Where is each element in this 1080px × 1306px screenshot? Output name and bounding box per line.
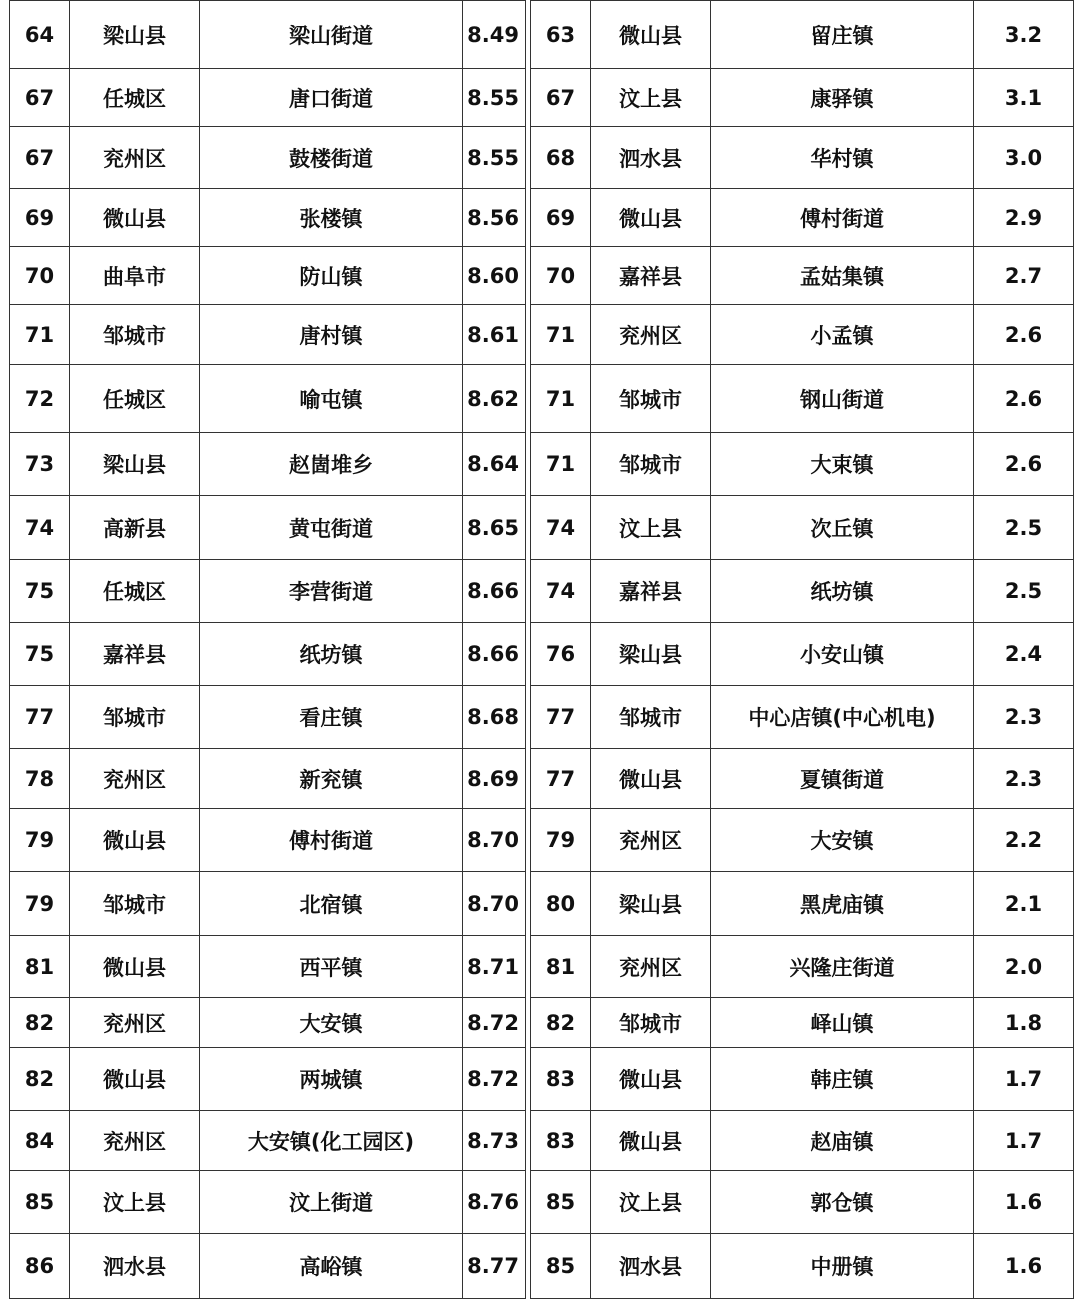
town-cell: 汶上街道 [200, 1171, 463, 1234]
rank-cell: 70 [531, 247, 591, 305]
town-cell: 看庄镇 [200, 686, 463, 749]
table-row [10, 1111, 526, 1171]
rank-cell: 68 [531, 127, 591, 189]
value-cell: 1.6 [974, 1171, 1074, 1234]
table-row [10, 936, 526, 998]
rank-cell: 71 [10, 305, 70, 365]
rank-cell: 71 [531, 305, 591, 365]
town-cell: 高峪镇 [200, 1234, 463, 1299]
county-cell: 邹城市 [70, 686, 200, 749]
county-cell: 汶上县 [591, 1171, 711, 1234]
town-cell: 中心店镇(中心机电) [711, 686, 974, 749]
county-cell: 兖州区 [70, 127, 200, 189]
town-cell: 次丘镇 [711, 496, 974, 560]
town-cell: 大安镇(化工园区) [200, 1111, 463, 1171]
rank-cell: 75 [10, 560, 70, 623]
county-cell: 嘉祥县 [70, 623, 200, 686]
county-cell: 梁山县 [70, 433, 200, 496]
value-cell: 8.70 [463, 809, 526, 872]
county-cell: 微山县 [70, 936, 200, 998]
value-cell: 8.68 [463, 686, 526, 749]
town-cell: 赵庙镇 [711, 1111, 974, 1171]
rank-cell: 83 [531, 1111, 591, 1171]
value-cell: 2.1 [974, 872, 1074, 936]
town-cell: 郭仓镇 [711, 1171, 974, 1234]
county-cell: 微山县 [591, 1, 711, 69]
right-table-body [531, 1, 1074, 1299]
table-row [531, 623, 1074, 686]
town-cell: 两城镇 [200, 1048, 463, 1111]
table-row [10, 998, 526, 1048]
value-cell: 8.60 [463, 247, 526, 305]
table-row [531, 433, 1074, 496]
rank-cell: 82 [531, 998, 591, 1048]
table-row [10, 1234, 526, 1299]
table-row [531, 686, 1074, 749]
town-cell: 兴隆庄街道 [711, 936, 974, 998]
town-cell: 北宿镇 [200, 872, 463, 936]
value-cell: 2.6 [974, 305, 1074, 365]
value-cell: 8.49 [463, 1, 526, 69]
town-cell: 大安镇 [711, 809, 974, 872]
value-cell: 8.72 [463, 1048, 526, 1111]
table-row [10, 247, 526, 305]
rank-cell: 77 [531, 686, 591, 749]
county-cell: 微山县 [591, 189, 711, 247]
table-row [531, 872, 1074, 936]
county-cell: 兖州区 [591, 305, 711, 365]
county-cell: 泗水县 [591, 1234, 711, 1299]
value-cell: 8.56 [463, 189, 526, 247]
value-cell: 2.3 [974, 686, 1074, 749]
value-cell: 2.4 [974, 623, 1074, 686]
county-cell: 微山县 [591, 749, 711, 809]
table-row [531, 1, 1074, 69]
table-row [10, 623, 526, 686]
county-cell: 微山县 [70, 1048, 200, 1111]
table-row [531, 560, 1074, 623]
town-cell: 梁山街道 [200, 1, 463, 69]
value-cell: 2.5 [974, 560, 1074, 623]
county-cell: 任城区 [70, 560, 200, 623]
table-row [531, 1111, 1074, 1171]
table-row [531, 305, 1074, 365]
table-row [10, 305, 526, 365]
county-cell: 兖州区 [70, 1111, 200, 1171]
town-cell: 新兖镇 [200, 749, 463, 809]
rank-cell: 78 [10, 749, 70, 809]
county-cell: 兖州区 [70, 749, 200, 809]
town-cell: 黄屯街道 [200, 496, 463, 560]
town-cell: 唐村镇 [200, 305, 463, 365]
value-cell: 1.7 [974, 1048, 1074, 1111]
county-cell: 兖州区 [591, 936, 711, 998]
value-cell: 8.66 [463, 560, 526, 623]
table-row [10, 1048, 526, 1111]
county-cell: 邹城市 [70, 305, 200, 365]
town-cell: 黑虎庙镇 [711, 872, 974, 936]
table-row [531, 1234, 1074, 1299]
rank-cell: 81 [531, 936, 591, 998]
table-row [531, 1048, 1074, 1111]
town-cell: 喻屯镇 [200, 365, 463, 433]
town-cell: 夏镇街道 [711, 749, 974, 809]
county-cell: 邹城市 [70, 872, 200, 936]
table-row [531, 69, 1074, 127]
value-cell: 8.62 [463, 365, 526, 433]
town-cell: 鼓楼街道 [200, 127, 463, 189]
county-cell: 微山县 [70, 189, 200, 247]
rank-cell: 79 [531, 809, 591, 872]
county-cell: 任城区 [70, 69, 200, 127]
town-cell: 留庄镇 [711, 1, 974, 69]
county-cell: 汶上县 [70, 1171, 200, 1234]
county-cell: 邹城市 [591, 433, 711, 496]
value-cell: 3.0 [974, 127, 1074, 189]
county-cell: 高新县 [70, 496, 200, 560]
table-row [10, 496, 526, 560]
county-cell: 梁山县 [591, 623, 711, 686]
table-row [10, 872, 526, 936]
rank-cell: 74 [531, 560, 591, 623]
rank-cell: 86 [10, 1234, 70, 1299]
town-cell: 张楼镇 [200, 189, 463, 247]
value-cell: 8.77 [463, 1234, 526, 1299]
value-cell: 2.6 [974, 433, 1074, 496]
value-cell: 2.0 [974, 936, 1074, 998]
rank-cell: 70 [10, 247, 70, 305]
town-cell: 大束镇 [711, 433, 974, 496]
town-cell: 峄山镇 [711, 998, 974, 1048]
town-cell: 纸坊镇 [200, 623, 463, 686]
town-cell: 康驿镇 [711, 69, 974, 127]
county-cell: 曲阜市 [70, 247, 200, 305]
rank-cell: 82 [10, 1048, 70, 1111]
town-cell: 钢山街道 [711, 365, 974, 433]
value-cell: 2.2 [974, 809, 1074, 872]
rank-cell: 75 [10, 623, 70, 686]
town-cell: 韩庄镇 [711, 1048, 974, 1111]
town-cell: 华村镇 [711, 127, 974, 189]
table-row [531, 247, 1074, 305]
rank-cell: 83 [531, 1048, 591, 1111]
table-row [10, 686, 526, 749]
rank-cell: 77 [531, 749, 591, 809]
table-row [10, 365, 526, 433]
left-table-body [10, 1, 526, 1299]
table-row [10, 560, 526, 623]
table-row [10, 749, 526, 809]
county-cell: 微山县 [591, 1111, 711, 1171]
rank-cell: 69 [10, 189, 70, 247]
value-cell: 1.8 [974, 998, 1074, 1048]
rank-cell: 85 [10, 1171, 70, 1234]
town-cell: 小孟镇 [711, 305, 974, 365]
town-cell: 唐口街道 [200, 69, 463, 127]
value-cell: 8.55 [463, 69, 526, 127]
rank-cell: 82 [10, 998, 70, 1048]
value-cell: 2.9 [974, 189, 1074, 247]
value-cell: 8.73 [463, 1111, 526, 1171]
rank-cell: 77 [10, 686, 70, 749]
county-cell: 邹城市 [591, 998, 711, 1048]
value-cell: 2.7 [974, 247, 1074, 305]
table-row [531, 496, 1074, 560]
rank-cell: 72 [10, 365, 70, 433]
county-cell: 任城区 [70, 365, 200, 433]
right-ranking-table [530, 0, 1074, 1299]
table-row [531, 809, 1074, 872]
county-cell: 汶上县 [591, 69, 711, 127]
table-row [531, 365, 1074, 433]
table-row [10, 127, 526, 189]
rank-cell: 73 [10, 433, 70, 496]
value-cell: 8.72 [463, 998, 526, 1048]
rank-cell: 81 [10, 936, 70, 998]
town-cell: 纸坊镇 [711, 560, 974, 623]
rank-cell: 71 [531, 433, 591, 496]
county-cell: 微山县 [70, 809, 200, 872]
value-cell: 8.71 [463, 936, 526, 998]
county-cell: 泗水县 [70, 1234, 200, 1299]
county-cell: 邹城市 [591, 365, 711, 433]
value-cell: 8.69 [463, 749, 526, 809]
town-cell: 小安山镇 [711, 623, 974, 686]
table-row [10, 1171, 526, 1234]
rank-cell: 69 [531, 189, 591, 247]
rank-cell: 80 [531, 872, 591, 936]
value-cell: 1.6 [974, 1234, 1074, 1299]
table-row [531, 749, 1074, 809]
table-row [10, 809, 526, 872]
county-cell: 兖州区 [70, 998, 200, 1048]
town-cell: 孟姑集镇 [711, 247, 974, 305]
rank-cell: 76 [531, 623, 591, 686]
rank-cell: 67 [10, 69, 70, 127]
rank-cell: 74 [531, 496, 591, 560]
value-cell: 8.65 [463, 496, 526, 560]
table-row [531, 1171, 1074, 1234]
table-row [531, 189, 1074, 247]
county-cell: 梁山县 [70, 1, 200, 69]
rank-cell: 67 [531, 69, 591, 127]
value-cell: 8.66 [463, 623, 526, 686]
rank-cell: 85 [531, 1234, 591, 1299]
value-cell: 8.76 [463, 1171, 526, 1234]
rank-cell: 79 [10, 809, 70, 872]
county-cell: 嘉祥县 [591, 560, 711, 623]
town-cell: 傅村街道 [200, 809, 463, 872]
table-row [10, 1, 526, 69]
town-cell: 大安镇 [200, 998, 463, 1048]
value-cell: 3.1 [974, 69, 1074, 127]
rank-cell: 63 [531, 1, 591, 69]
table-row [531, 998, 1074, 1048]
town-cell: 赵崮堆乡 [200, 433, 463, 496]
rank-cell: 84 [10, 1111, 70, 1171]
county-cell: 嘉祥县 [591, 247, 711, 305]
rank-cell: 67 [10, 127, 70, 189]
rank-cell: 79 [10, 872, 70, 936]
town-cell: 傅村街道 [711, 189, 974, 247]
value-cell: 8.70 [463, 872, 526, 936]
value-cell: 2.6 [974, 365, 1074, 433]
rank-cell: 85 [531, 1171, 591, 1234]
county-cell: 微山县 [591, 1048, 711, 1111]
value-cell: 3.2 [974, 1, 1074, 69]
county-cell: 汶上县 [591, 496, 711, 560]
table-row [10, 189, 526, 247]
value-cell: 2.3 [974, 749, 1074, 809]
value-cell: 8.61 [463, 305, 526, 365]
county-cell: 邹城市 [591, 686, 711, 749]
town-cell: 李营街道 [200, 560, 463, 623]
rank-cell: 71 [531, 365, 591, 433]
town-cell: 西平镇 [200, 936, 463, 998]
rank-cell: 64 [10, 1, 70, 69]
county-cell: 泗水县 [591, 127, 711, 189]
value-cell: 2.5 [974, 496, 1074, 560]
town-cell: 中册镇 [711, 1234, 974, 1299]
rank-cell: 74 [10, 496, 70, 560]
table-row [10, 433, 526, 496]
table-row [531, 127, 1074, 189]
table-row [10, 69, 526, 127]
value-cell: 8.55 [463, 127, 526, 189]
left-ranking-table [9, 0, 526, 1299]
town-cell: 防山镇 [200, 247, 463, 305]
table-row [531, 936, 1074, 998]
county-cell: 梁山县 [591, 872, 711, 936]
county-cell: 兖州区 [591, 809, 711, 872]
value-cell: 8.64 [463, 433, 526, 496]
value-cell: 1.7 [974, 1111, 1074, 1171]
